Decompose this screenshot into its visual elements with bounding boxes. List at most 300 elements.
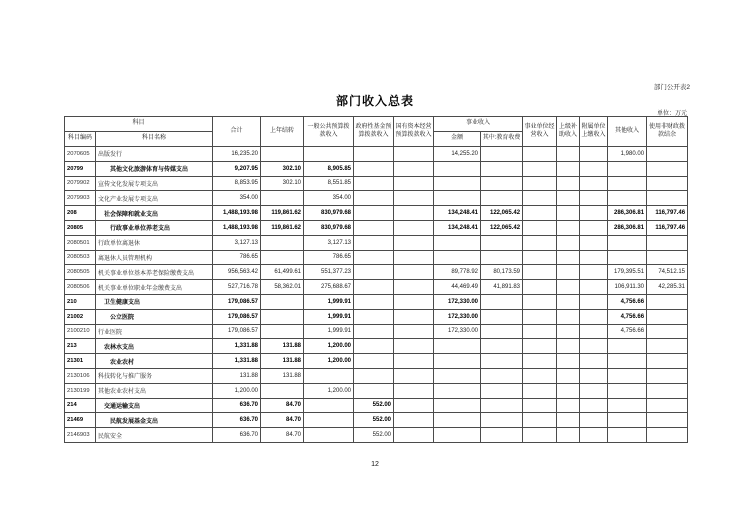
cell-amount [557,324,580,339]
cell-amount [557,383,580,398]
cell-amount [481,309,523,324]
cell-amount [304,428,354,443]
table-row [65,265,688,280]
cell-amount [523,398,557,413]
cell-amount: 3,127.13 [213,235,261,250]
cell-amount [481,294,523,309]
cell-subject-name: 行业医院 [96,324,213,339]
cell-amount [394,220,434,235]
cell-amount [354,220,394,235]
cell-amount [304,398,354,413]
cell-amount [394,428,434,443]
table-row [65,176,688,191]
cell-amount [580,339,608,354]
cell-amount [557,191,580,206]
table-row [65,383,688,398]
cell-amount [580,250,608,265]
cell-amount: 106,911.30 [608,280,647,295]
cell-amount [434,398,481,413]
cell-amount [580,220,608,235]
cell-amount: 74,512.15 [647,265,688,280]
cell-amount [304,413,354,428]
cell-amount [608,383,647,398]
cell-amount [394,280,434,295]
table-row [65,354,688,369]
cell-amount [394,383,434,398]
cell-amount: 552.00 [354,398,394,413]
table-header [65,117,688,147]
cell-amount [580,206,608,221]
cell-amount [580,161,608,176]
cell-amount [394,206,434,221]
cell-amount [354,250,394,265]
cell-amount [580,235,608,250]
cell-amount [557,413,580,428]
cell-amount [557,176,580,191]
cell-amount [580,368,608,383]
cell-amount [580,413,608,428]
cell-amount [557,250,580,265]
cell-amount [354,161,394,176]
cell-amount [434,176,481,191]
cell-amount [261,309,304,324]
col-header-non-fiscal-balance: 使用非财政拨款结余 [647,117,688,147]
cell-amount [523,294,557,309]
cell-amount [523,235,557,250]
cell-amount [523,191,557,206]
cell-amount [580,265,608,280]
cell-subject-code: 2130106 [65,368,96,383]
table-row [65,294,688,309]
col-header-subordinate-remit: 附属单位上缴收入 [580,117,608,147]
col-header-name: 科目名称 [96,132,213,147]
cell-amount [557,280,580,295]
cell-amount: 116,797.46 [647,220,688,235]
cell-amount [261,147,304,162]
page-number: 12 [371,461,379,468]
cell-amount [523,161,557,176]
cell-amount [523,413,557,428]
cell-amount [481,428,523,443]
cell-amount: 172,330.00 [434,294,481,309]
cell-amount [523,324,557,339]
cell-amount [434,250,481,265]
table-row [65,339,688,354]
cell-amount [523,147,557,162]
cell-amount [523,339,557,354]
col-header-carryover: 上年结转 [261,117,304,147]
cell-amount [394,413,434,428]
cell-amount [647,176,688,191]
cell-amount [647,235,688,250]
col-header-business-amount: 金额 [434,132,481,147]
cell-subject-name: 民航安全 [96,428,213,443]
cell-amount [580,324,608,339]
cell-subject-name: 社会保障和就业支出 [96,206,213,221]
col-header-superior-subsidy: 上级补助收入 [557,117,580,147]
cell-amount [481,413,523,428]
cell-amount [608,339,647,354]
cell-amount [580,191,608,206]
cell-amount [354,368,394,383]
cell-amount: 4,756.66 [608,309,647,324]
cell-amount [557,161,580,176]
cell-amount [394,354,434,369]
cell-amount: 122,065.42 [481,220,523,235]
cell-amount: 80,173.59 [481,265,523,280]
cell-amount [394,294,434,309]
cell-amount [261,191,304,206]
cell-amount: 119,861.62 [261,206,304,221]
cell-amount [304,147,354,162]
cell-amount: 131.88 [213,368,261,383]
col-header-other-income: 其他收入 [608,117,647,147]
cell-amount [394,309,434,324]
cell-amount [523,176,557,191]
cell-amount [557,339,580,354]
cell-amount: 131.88 [261,354,304,369]
cell-amount [354,309,394,324]
cell-amount: 172,330.00 [434,324,481,339]
cell-subject-code: 214 [65,398,96,413]
cell-amount [647,354,688,369]
cell-amount [647,383,688,398]
cell-amount: 636.70 [213,428,261,443]
cell-subject-code: 2100210 [65,324,96,339]
cell-amount [354,147,394,162]
cell-amount [557,398,580,413]
cell-amount [394,147,434,162]
cell-amount: 8,905.85 [304,161,354,176]
cell-amount [481,250,523,265]
cell-amount: 3,127.13 [304,235,354,250]
cell-amount [481,368,523,383]
cell-amount: 286,306.81 [608,220,647,235]
cell-amount [354,354,394,369]
cell-amount: 84.70 [261,428,304,443]
table-row [65,147,688,162]
cell-subject-name: 行政单位离退休 [96,235,213,250]
cell-amount [354,235,394,250]
cell-subject-name: 农业农村 [96,354,213,369]
cell-subject-code: 208 [65,206,96,221]
cell-amount: 1,331.88 [213,339,261,354]
cell-amount: 134,248.41 [434,220,481,235]
col-header-subject-group: 科目 [65,117,213,132]
cell-amount [608,428,647,443]
cell-amount [647,147,688,162]
cell-amount [523,309,557,324]
cell-amount [647,339,688,354]
cell-amount [608,235,647,250]
cell-amount [647,428,688,443]
table-body [65,147,688,443]
cell-subject-name: 机关事业单位基本养老保险缴费支出 [96,265,213,280]
cell-amount: 354.00 [304,191,354,206]
corner-table-label: 部门公开表2 [653,84,690,91]
cell-amount [647,368,688,383]
cell-subject-code: 21301 [65,354,96,369]
cell-amount [394,398,434,413]
cell-subject-code: 21469 [65,413,96,428]
cell-amount: 956,563.42 [213,265,261,280]
cell-subject-name: 机关事业单位职业年金缴费支出 [96,280,213,295]
cell-amount: 131.88 [261,368,304,383]
cell-subject-name: 其他农业农村支出 [96,383,213,398]
cell-amount: 119,861.62 [261,220,304,235]
cell-amount [261,294,304,309]
cell-amount [523,428,557,443]
income-summary-table [64,116,688,443]
cell-subject-name: 文化产业发展专项支出 [96,191,213,206]
cell-amount [647,250,688,265]
cell-amount [394,324,434,339]
cell-amount: 830,979.68 [304,206,354,221]
cell-amount: 42,285.31 [647,280,688,295]
cell-amount [580,309,608,324]
cell-amount [481,191,523,206]
cell-amount: 16,235.20 [213,147,261,162]
cell-amount: 1,488,193.98 [213,220,261,235]
cell-amount [481,398,523,413]
cell-subject-code: 2080505 [65,265,96,280]
cell-amount: 354.00 [213,191,261,206]
table-row [65,206,688,221]
cell-amount: 830,979.68 [304,220,354,235]
cell-amount: 8,853.95 [213,176,261,191]
table-row [65,413,688,428]
cell-subject-code: 2080501 [65,235,96,250]
cell-amount [394,265,434,280]
cell-amount [557,309,580,324]
cell-amount [580,354,608,369]
cell-amount [608,398,647,413]
cell-amount: 4,756.66 [608,324,647,339]
cell-amount [434,191,481,206]
cell-amount [523,383,557,398]
cell-amount [580,383,608,398]
cell-subject-code: 2079902 [65,176,96,191]
cell-amount: 89,778.92 [434,265,481,280]
cell-amount: 1,200.00 [213,383,261,398]
cell-subject-code: 20805 [65,220,96,235]
cell-amount [434,235,481,250]
cell-amount [481,176,523,191]
cell-amount: 1,200.00 [304,339,354,354]
cell-amount [647,398,688,413]
cell-amount [434,354,481,369]
cell-amount [394,368,434,383]
cell-amount: 14,255.20 [434,147,481,162]
cell-amount [557,265,580,280]
cell-amount [434,383,481,398]
cell-amount [580,147,608,162]
col-header-business-income-group: 事业收入 [434,117,523,132]
cell-amount [434,368,481,383]
col-header-gov-fund: 政府性基金预算拨款收入 [354,117,394,147]
cell-amount [354,191,394,206]
cell-amount [354,265,394,280]
table-row [65,280,688,295]
cell-amount: 1,331.88 [213,354,261,369]
cell-amount: 552.00 [354,428,394,443]
cell-amount [481,161,523,176]
cell-amount: 116,797.46 [647,206,688,221]
cell-amount [523,280,557,295]
cell-amount [523,250,557,265]
cell-amount: 61,499.61 [261,265,304,280]
cell-amount: 1,200.00 [304,383,354,398]
cell-amount [608,191,647,206]
cell-amount [523,206,557,221]
table-row [65,368,688,383]
cell-amount [647,324,688,339]
cell-amount [481,383,523,398]
cell-amount [580,176,608,191]
cell-amount [481,354,523,369]
cell-amount: 8,551.85 [304,176,354,191]
cell-subject-name: 民航发展基金支出 [96,413,213,428]
cell-amount [557,354,580,369]
cell-amount: 636.70 [213,398,261,413]
cell-amount [523,265,557,280]
cell-amount [557,206,580,221]
cell-amount [261,383,304,398]
cell-subject-code: 2070605 [65,147,96,162]
cell-amount [608,368,647,383]
cell-amount [354,339,394,354]
cell-amount [647,191,688,206]
cell-amount [394,235,434,250]
cell-amount: 1,488,193.98 [213,206,261,221]
cell-amount: 1,999.91 [304,294,354,309]
cell-amount [261,235,304,250]
table-row [65,191,688,206]
cell-amount [304,368,354,383]
cell-subject-name: 离退休人员管理机构 [96,250,213,265]
unit-label: 单位：万元 [656,111,687,117]
cell-amount [557,294,580,309]
cell-amount: 527,716.78 [213,280,261,295]
cell-amount [608,250,647,265]
cell-amount [580,280,608,295]
table-row [65,220,688,235]
cell-amount: 1,200.00 [304,354,354,369]
cell-amount: 58,362.01 [261,280,304,295]
cell-amount: 41,891.83 [481,280,523,295]
cell-amount [608,413,647,428]
table-row [65,235,688,250]
cell-amount [608,176,647,191]
cell-amount: 179,086.57 [213,309,261,324]
cell-amount [354,294,394,309]
cell-subject-name: 出版发行 [96,147,213,162]
cell-subject-code: 20799 [65,161,96,176]
table-row [65,324,688,339]
cell-amount [580,428,608,443]
cell-amount: 84.70 [261,413,304,428]
cell-amount [557,235,580,250]
cell-subject-name: 卫生健康支出 [96,294,213,309]
cell-amount [647,413,688,428]
cell-amount [394,250,434,265]
cell-amount [481,339,523,354]
cell-amount: 122,065.42 [481,206,523,221]
cell-amount: 302.10 [261,161,304,176]
cell-amount: 1,999.91 [304,324,354,339]
cell-amount [647,309,688,324]
cell-subject-name: 交通运输支出 [96,398,213,413]
table-row [65,161,688,176]
cell-subject-code: 210 [65,294,96,309]
cell-amount [434,428,481,443]
cell-amount [394,176,434,191]
cell-amount [354,280,394,295]
cell-amount [580,294,608,309]
cell-amount: 9,207.95 [213,161,261,176]
cell-amount [481,235,523,250]
cell-amount: 131.88 [261,339,304,354]
col-header-general-budget: 一般公共预算拨款收入 [304,117,354,147]
cell-amount: 44,469.49 [434,280,481,295]
cell-amount: 552.00 [354,413,394,428]
cell-subject-code: 213 [65,339,96,354]
cell-amount [608,354,647,369]
cell-amount: 172,330.00 [434,309,481,324]
table-row [65,250,688,265]
cell-amount [261,324,304,339]
cell-amount: 275,688.67 [304,280,354,295]
cell-amount: 302.10 [261,176,304,191]
cell-subject-code: 2130199 [65,383,96,398]
cell-subject-name: 其他文化旅游体育与传媒支出 [96,161,213,176]
page-title: 部门收入总表 [335,94,414,108]
cell-amount [557,147,580,162]
cell-amount [557,368,580,383]
cell-amount: 786.65 [304,250,354,265]
cell-amount [481,324,523,339]
cell-amount [354,206,394,221]
cell-amount [261,250,304,265]
cell-amount [394,161,434,176]
cell-amount [354,176,394,191]
cell-subject-code: 2080503 [65,250,96,265]
cell-amount [523,354,557,369]
col-header-total: 合计 [213,117,261,147]
cell-amount: 786.65 [213,250,261,265]
cell-amount [354,324,394,339]
cell-amount [647,294,688,309]
col-header-state-capital: 国有资本经营预算拨款收入 [394,117,434,147]
cell-amount [394,339,434,354]
col-header-education-fee: 其中:教育收费 [481,132,523,147]
cell-subject-name: 公立医院 [96,309,213,324]
cell-subject-name: 行政事业单位养老支出 [96,220,213,235]
cell-amount: 1,980.00 [608,147,647,162]
cell-amount [580,398,608,413]
cell-amount [557,220,580,235]
cell-amount [434,339,481,354]
cell-amount [394,191,434,206]
cell-amount: 551,377.23 [304,265,354,280]
cell-amount: 134,248.41 [434,206,481,221]
cell-amount [434,413,481,428]
cell-amount: 179,086.57 [213,294,261,309]
cell-amount [557,428,580,443]
cell-amount: 179,395.51 [608,265,647,280]
cell-amount: 636.70 [213,413,261,428]
cell-amount [647,161,688,176]
